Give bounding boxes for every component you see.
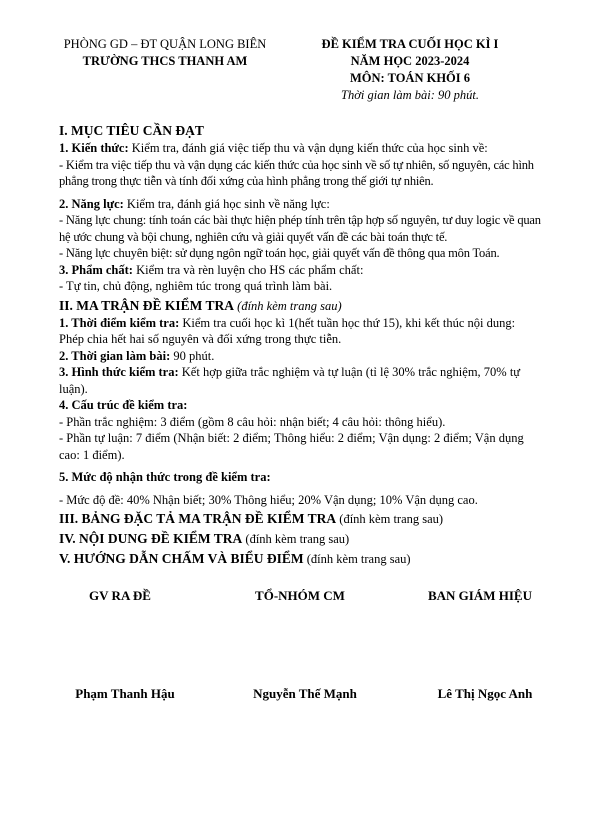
section-5-heading: [59, 550, 541, 568]
section-4-note: (đính kèm trang sau): [242, 532, 350, 546]
exam-timing-label: 1. Thời điểm kiểm tra:: [59, 315, 180, 330]
exam-structure-label: 4. Cấu trúc đề kiểm tra:: [59, 398, 188, 412]
section-4-heading: [59, 530, 541, 548]
signature-role-teacher: GV RA ĐỀ: [89, 588, 151, 603]
cognitive-level-label: 5. Mức độ nhận thức trong đề kiểm tra:: [59, 470, 271, 484]
signature-role-board: BAN GIÁM HIỆU: [427, 588, 532, 603]
quality-item: - Tự tin, chủ động, nghiêm túc trong quá trình làm bài.: [59, 279, 333, 293]
signature-name-teacher: Phạm Thanh Hậu: [75, 686, 175, 701]
competency-label: 2. Năng lực:: [59, 196, 124, 211]
section-4-title: IV. NỘI DUNG ĐỀ KIỂM TRA: [59, 531, 243, 546]
exam-duration: Thời gian làm bài: 90 phút.: [341, 88, 479, 102]
quality-paragraph: [59, 262, 541, 279]
signature-name-department: Nguyễn Thế Mạnh: [253, 686, 357, 701]
knowledge-text: Kiểm tra, đánh giá việc tiếp thu và vận dụng kiến thức của học sinh về:: [128, 141, 488, 155]
exam-duration-label: 2. Thời gian làm bài:: [59, 348, 171, 363]
subject: MÔN: TOÁN KHỐI 6: [349, 71, 471, 85]
competency-paragraph: [59, 196, 541, 213]
exam-timing-text: Kiểm tra cuối học kì 1(hết tuần học thứ 15), khi kết thúc nội dung: Phép chia hết hai số nguyên và đối xứng trong thực tiễn.: [59, 315, 516, 346]
exam-structure-multiple-choice: - Phần trắc nghiệm: 3 điểm (gồm 8 câu hỏi: nhận biết; 4 câu hỏi: thông hiểu).: [59, 414, 446, 429]
section-5-title: V. HƯỚNG DẪN CHẤM VÀ BIỂU ĐIỂM: [59, 551, 304, 566]
exam-format-text: Kết hợp giữa trắc nghiệm và tự luận (tỉ lệ 30% trắc nghiệm, 70% tự luận).: [59, 365, 521, 396]
quality-label: 3. Phẩm chất:: [59, 262, 133, 277]
exam-duration-text: 90 phút.: [170, 348, 215, 363]
exam-format-paragraph: [59, 364, 541, 397]
exam-timing-paragraph: [59, 315, 541, 348]
signature-role-department: TỔ-NHÓM CM: [255, 588, 345, 603]
document-body: [59, 120, 541, 568]
section-3-heading: [59, 510, 541, 528]
section-3-title: III. BẢNG ĐẶC TẢ MA TRẬN ĐỀ KIỂM TRA: [59, 511, 337, 526]
knowledge-label: 1. Kiến thức:: [59, 141, 129, 155]
exam-title: ĐỀ KIỂM TRA CUỐI HỌC KÌ I: [321, 37, 499, 51]
section-3-note: (đính kèm trang sau): [336, 512, 444, 526]
school-year: NĂM HỌC 2023-2024: [350, 54, 470, 68]
cognitive-level-item: - Mức độ đề: 40% Nhận biết; 30% Thông hiểu; 20% Vận dụng; 10% Vận dụng cao.: [59, 492, 478, 507]
competency-item-specific: - Năng lực chuyên biệt: sử dụng ngôn ngữ toán học, giải quyết vấn đề thông qua môn Toán.: [59, 246, 500, 260]
exam-duration-paragraph: [59, 348, 541, 365]
exam-format-label: 3. Hình thức kiểm tra:: [59, 365, 179, 379]
exam-structure-essay: - Phần tự luận: 7 điểm (Nhận biết: 2 điểm; Thông hiểu: 2 điểm; Vận dụng: 2 điểm; Vận dụng cao: 1 điểm).: [59, 431, 524, 462]
knowledge-paragraph: [59, 140, 541, 157]
quality-text: Kiểm tra và rèn luyện cho HS các phẩm chất:: [132, 262, 364, 277]
header-left: [60, 36, 270, 70]
department-name: PHÒNG GD – ĐT QUẬN LONG BIÊN: [63, 37, 267, 51]
competency-text: Kiểm tra, đánh giá học sinh về năng lực:: [123, 196, 330, 211]
knowledge-item: - Kiểm tra việc tiếp thu và vận dụng các kiến thức của học sinh về số tự nhiên, số nguyên, các hình phẳng trong thực tiễn và tính đối xứng của hình phẳng trong thế giới tự nhiên.: [59, 157, 534, 188]
signature-name-board: Lê Thị Ngọc Anh: [437, 686, 533, 701]
school-name: TRƯỜNG THCS THANH AM: [82, 54, 248, 68]
section-5-note: (đính kèm trang sau): [303, 552, 411, 566]
competency-item-general: - Năng lực chung: tính toán các bài thực hiện phép tính trên tập hợp số nguyên, tư duy logic về quan hệ ước chung và bội chung, nghiên cứu và giải quyết vấn đề các bài toán thực tế.: [59, 213, 541, 244]
section-2-title: II. MA TRẬN ĐỀ KIỂM TRA: [59, 297, 235, 313]
header-right: [300, 36, 520, 104]
section-2-note: (đính kèm trang sau): [234, 298, 342, 313]
section-2-heading: [59, 297, 541, 315]
section-1-title: I. MỤC TIÊU CẦN ĐẠT: [59, 123, 204, 138]
